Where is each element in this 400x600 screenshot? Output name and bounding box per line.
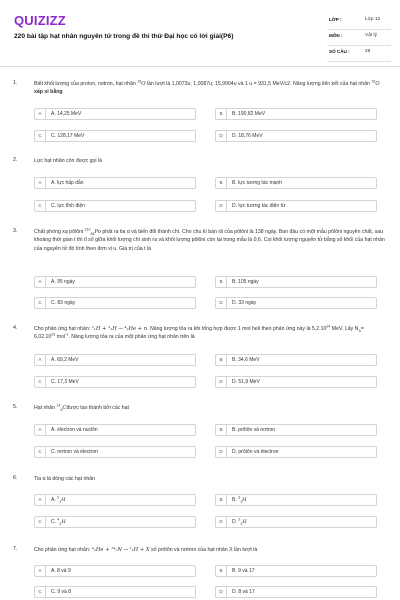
option-text: A. 95 ngày — [51, 279, 75, 285]
option-b[interactable] — [215, 494, 377, 506]
meta-value: Vật lý — [365, 33, 377, 38]
option-prefix: D. — [232, 519, 239, 525]
option-text: B. lực tương tác mạnh — [232, 180, 282, 186]
question-number: 2. — [13, 157, 18, 163]
option-letter: C — [35, 131, 46, 141]
option-a[interactable] — [34, 494, 196, 506]
option-d[interactable] — [215, 376, 377, 388]
exponent: 23 — [51, 332, 56, 337]
option-c[interactable] — [34, 516, 196, 528]
option-a[interactable] — [34, 354, 196, 366]
question-number: 3. — [13, 228, 18, 234]
meta-row-class — [327, 14, 391, 30]
option-b[interactable] — [215, 565, 377, 577]
question-text-part: Hạt nhân — [34, 405, 57, 411]
option-text: B. prôtôn và nơtron — [232, 427, 276, 433]
option-d[interactable] — [215, 130, 377, 142]
nuclide-symbol: H — [61, 497, 66, 503]
question-text-part: phát ra tia α và biến đổi thành chì. Cho chu kì bán rã của pôlôni là 138 ngày. Ban đầu có một mẫu pôlôni nguyên chất, sau khoảng thời gian t thì tỉ số giữa khối lượng chì sinh ra và khối lượng pôlôni còn lại trong mẫu là 0,6. Coi khối lượng nguyên tử bằng số khối của hạt nhân của nguyên tử đó tính theo đơn vị u. Giá trị của t là — [34, 229, 385, 252]
nuclide-symbol: C — [62, 405, 67, 411]
option-text: C. lực tĩnh điện — [51, 203, 85, 209]
question-text — [34, 325, 386, 342]
option-d[interactable] — [215, 200, 377, 212]
option-text: A. lực hấp dẫn — [51, 180, 84, 186]
meta-table — [327, 14, 391, 62]
option-c[interactable] — [34, 297, 196, 309]
meta-value: Lớp 12 — [365, 17, 381, 22]
option-letter: D — [216, 377, 227, 387]
document-title: 220 bài tập hạt nhân nguyên tử trong đề thi thử Đại học có lời giải(P6) — [14, 33, 234, 40]
question-text-part: = 6,02.10 — [34, 326, 364, 341]
nuclide-symbol: O — [141, 81, 146, 87]
question-text — [34, 404, 386, 412]
option-text: D. 18,76 MeV — [232, 133, 263, 139]
quizizz-logo: QUIZIZZ — [14, 13, 66, 28]
nuclide-mass: 3 — [238, 517, 241, 522]
option-text — [232, 495, 247, 505]
nuclide-z: 6 — [60, 408, 63, 413]
option-d[interactable] — [215, 446, 377, 458]
option-text: B. 105 ngày — [232, 279, 259, 285]
option-c[interactable] — [34, 586, 196, 598]
option-letter: A — [35, 355, 46, 365]
option-b[interactable] — [215, 177, 377, 189]
option-b[interactable] — [215, 354, 377, 366]
option-text: D. 8 và 17 — [232, 589, 255, 595]
option-letter: C — [35, 298, 46, 308]
question-number: 5. — [13, 404, 18, 410]
nuclide-mass: 3 — [238, 495, 241, 500]
option-letter: B — [216, 425, 227, 435]
option-text: B. 34,6 MeV — [232, 357, 260, 363]
nuclide-symbol: O — [375, 81, 380, 87]
meta-label: SỐ CÂU : — [329, 49, 350, 54]
nuclide-symbol: H — [242, 497, 247, 503]
nuclide-symbol: H — [242, 519, 247, 525]
question-text-part: Biết khối lượng của proton, notron, hạt nhân — [34, 81, 138, 87]
nuclide-symbol: Po — [94, 229, 101, 235]
question-text: Tia α là dòng các hạt nhân — [34, 476, 96, 482]
option-text — [51, 495, 66, 505]
option-letter: C — [35, 377, 46, 387]
question-text — [34, 80, 386, 97]
exponent: -1 — [65, 332, 69, 337]
option-prefix: C. — [51, 519, 58, 525]
option-text: C. nơtron và électron — [51, 449, 98, 455]
meta-row-subject — [327, 30, 391, 46]
option-text: D. 51,9 MeV — [232, 379, 260, 385]
option-a[interactable] — [34, 565, 196, 577]
option-c[interactable] — [34, 446, 196, 458]
option-text: C. 17,3 MeV — [51, 379, 79, 385]
option-a[interactable] — [34, 108, 196, 120]
reaction-equation: ⁴₂He + ¹⁴₇N → ¹₁H + X — [91, 547, 150, 553]
option-b[interactable] — [215, 424, 377, 436]
question-text-part: Cho phản ứng hạt nhân: — [34, 326, 92, 332]
question-text — [34, 228, 386, 253]
option-a[interactable] — [34, 276, 196, 288]
question-text-part: lần lượt là 1,0073u; 1,0087u; 15,9904u và 1 u = 931,5 MeV/c2. Năng lượng liên kết của hạt nhân — [146, 81, 372, 87]
option-letter: D — [216, 517, 227, 527]
option-text — [51, 517, 66, 527]
option-text: A. électron và nuclôn — [51, 427, 98, 433]
meta-row-count — [327, 46, 391, 62]
option-letter: D — [216, 201, 227, 211]
nuclide-symbol: H — [61, 519, 66, 525]
question-number: 7. — [13, 546, 18, 552]
option-text: A. 8 và 9 — [51, 568, 71, 574]
exponent: 24 — [326, 324, 331, 329]
option-a[interactable] — [34, 177, 196, 189]
question-number: 6. — [13, 475, 18, 481]
option-letter: A — [35, 277, 46, 287]
option-letter: A — [35, 178, 46, 188]
question-text-part: . Năng lượng tỏa ra của một phản ứng hạt nhân trên là — [68, 334, 195, 341]
subscript: A — [358, 329, 361, 334]
option-letter: B — [216, 178, 227, 188]
nuclide-z: 1 — [240, 500, 243, 504]
option-text: D. 33 ngày — [232, 300, 257, 306]
meta-label: LỚP : — [329, 17, 342, 22]
option-letter: B — [216, 109, 227, 119]
option-b[interactable] — [215, 108, 377, 120]
option-a[interactable] — [34, 424, 196, 436]
option-letter: C — [35, 447, 46, 457]
option-text: C. 128,17 MeV — [51, 133, 85, 139]
option-text — [232, 517, 247, 527]
option-text: B. 9 và 17 — [232, 568, 255, 574]
question-text-part: MeV. Lấy N — [330, 326, 359, 332]
option-letter: B — [216, 566, 227, 576]
option-letter: A — [35, 109, 46, 119]
page-header — [0, 0, 400, 68]
nuclide-mass: 2 — [57, 495, 60, 500]
option-text: C. 9 và 8 — [51, 589, 72, 595]
option-letter: D — [216, 587, 227, 597]
meta-value: 28 — [365, 49, 371, 54]
nuclide-mass: 16 — [371, 79, 376, 84]
question-text-part: số prôtôn và nơtron của hạt nhân X lần lượt là — [149, 547, 258, 553]
reaction-equation: ²₁H + ³₁H → ⁴₂He + n — [91, 326, 148, 332]
nuclide-mass: 4 — [57, 517, 60, 522]
option-c[interactable] — [34, 130, 196, 142]
question-number: 1. — [13, 80, 18, 86]
question-text-part: Cho phản ứng hạt nhân: — [34, 547, 92, 553]
option-letter: D — [216, 131, 227, 141]
option-letter: B — [216, 355, 227, 365]
option-text: A. 69,2 MeV — [51, 357, 79, 363]
option-d[interactable] — [215, 586, 377, 598]
question-text-part: Chất phóng xạ pôlôni — [34, 229, 85, 235]
option-letter: B — [216, 495, 227, 505]
question-text: Lực hạt nhân còn được gọi là — [34, 158, 103, 164]
option-letter: A — [35, 566, 46, 576]
option-text: D. prôtôn và électron — [232, 449, 279, 455]
option-d[interactable] — [215, 297, 377, 309]
nuclide-z: 2 — [240, 522, 243, 526]
option-prefix: A. — [51, 497, 58, 503]
option-d[interactable] — [215, 516, 377, 528]
option-text: B. 190,82 MeV — [232, 111, 266, 117]
nuclide-z: 2 — [59, 522, 62, 526]
question-text-part: mol — [55, 334, 66, 341]
option-letter: D — [216, 298, 227, 308]
option-text: D. lực tương tác điện từ — [232, 203, 286, 209]
nuclide-mass: 14 — [56, 403, 61, 408]
nuclide-z: 1 — [59, 500, 62, 504]
option-text: A. 14,25 MeV — [51, 111, 82, 117]
header-divider — [0, 66, 400, 67]
nuclide-mass: 210 — [84, 227, 91, 232]
question-number: 4. — [13, 325, 18, 331]
nuclide-mass: 16 — [137, 79, 142, 84]
nuclide-z: 84 — [90, 232, 95, 237]
option-c[interactable] — [34, 200, 196, 212]
question-text — [34, 546, 386, 554]
question-text-part: xấp xỉ bằng — [34, 89, 63, 96]
option-b[interactable] — [215, 276, 377, 288]
question-text-part: được tạo thành bởi các hạt — [66, 405, 129, 411]
option-text: C. 83 ngày — [51, 300, 76, 306]
option-letter: A — [35, 425, 46, 435]
option-letter: C — [35, 517, 46, 527]
option-prefix: B. — [232, 497, 239, 503]
meta-label: MÔN : — [329, 33, 343, 38]
option-c[interactable] — [34, 376, 196, 388]
option-letter: C — [35, 587, 46, 597]
option-letter: B — [216, 277, 227, 287]
option-letter: C — [35, 201, 46, 211]
option-letter: A — [35, 495, 46, 505]
option-letter: D — [216, 447, 227, 457]
question-text-part: . Năng lượng tỏa ra khi tổng hợp được 1 mol heli theo phản ứng này là 5,2.10 — [147, 326, 327, 332]
